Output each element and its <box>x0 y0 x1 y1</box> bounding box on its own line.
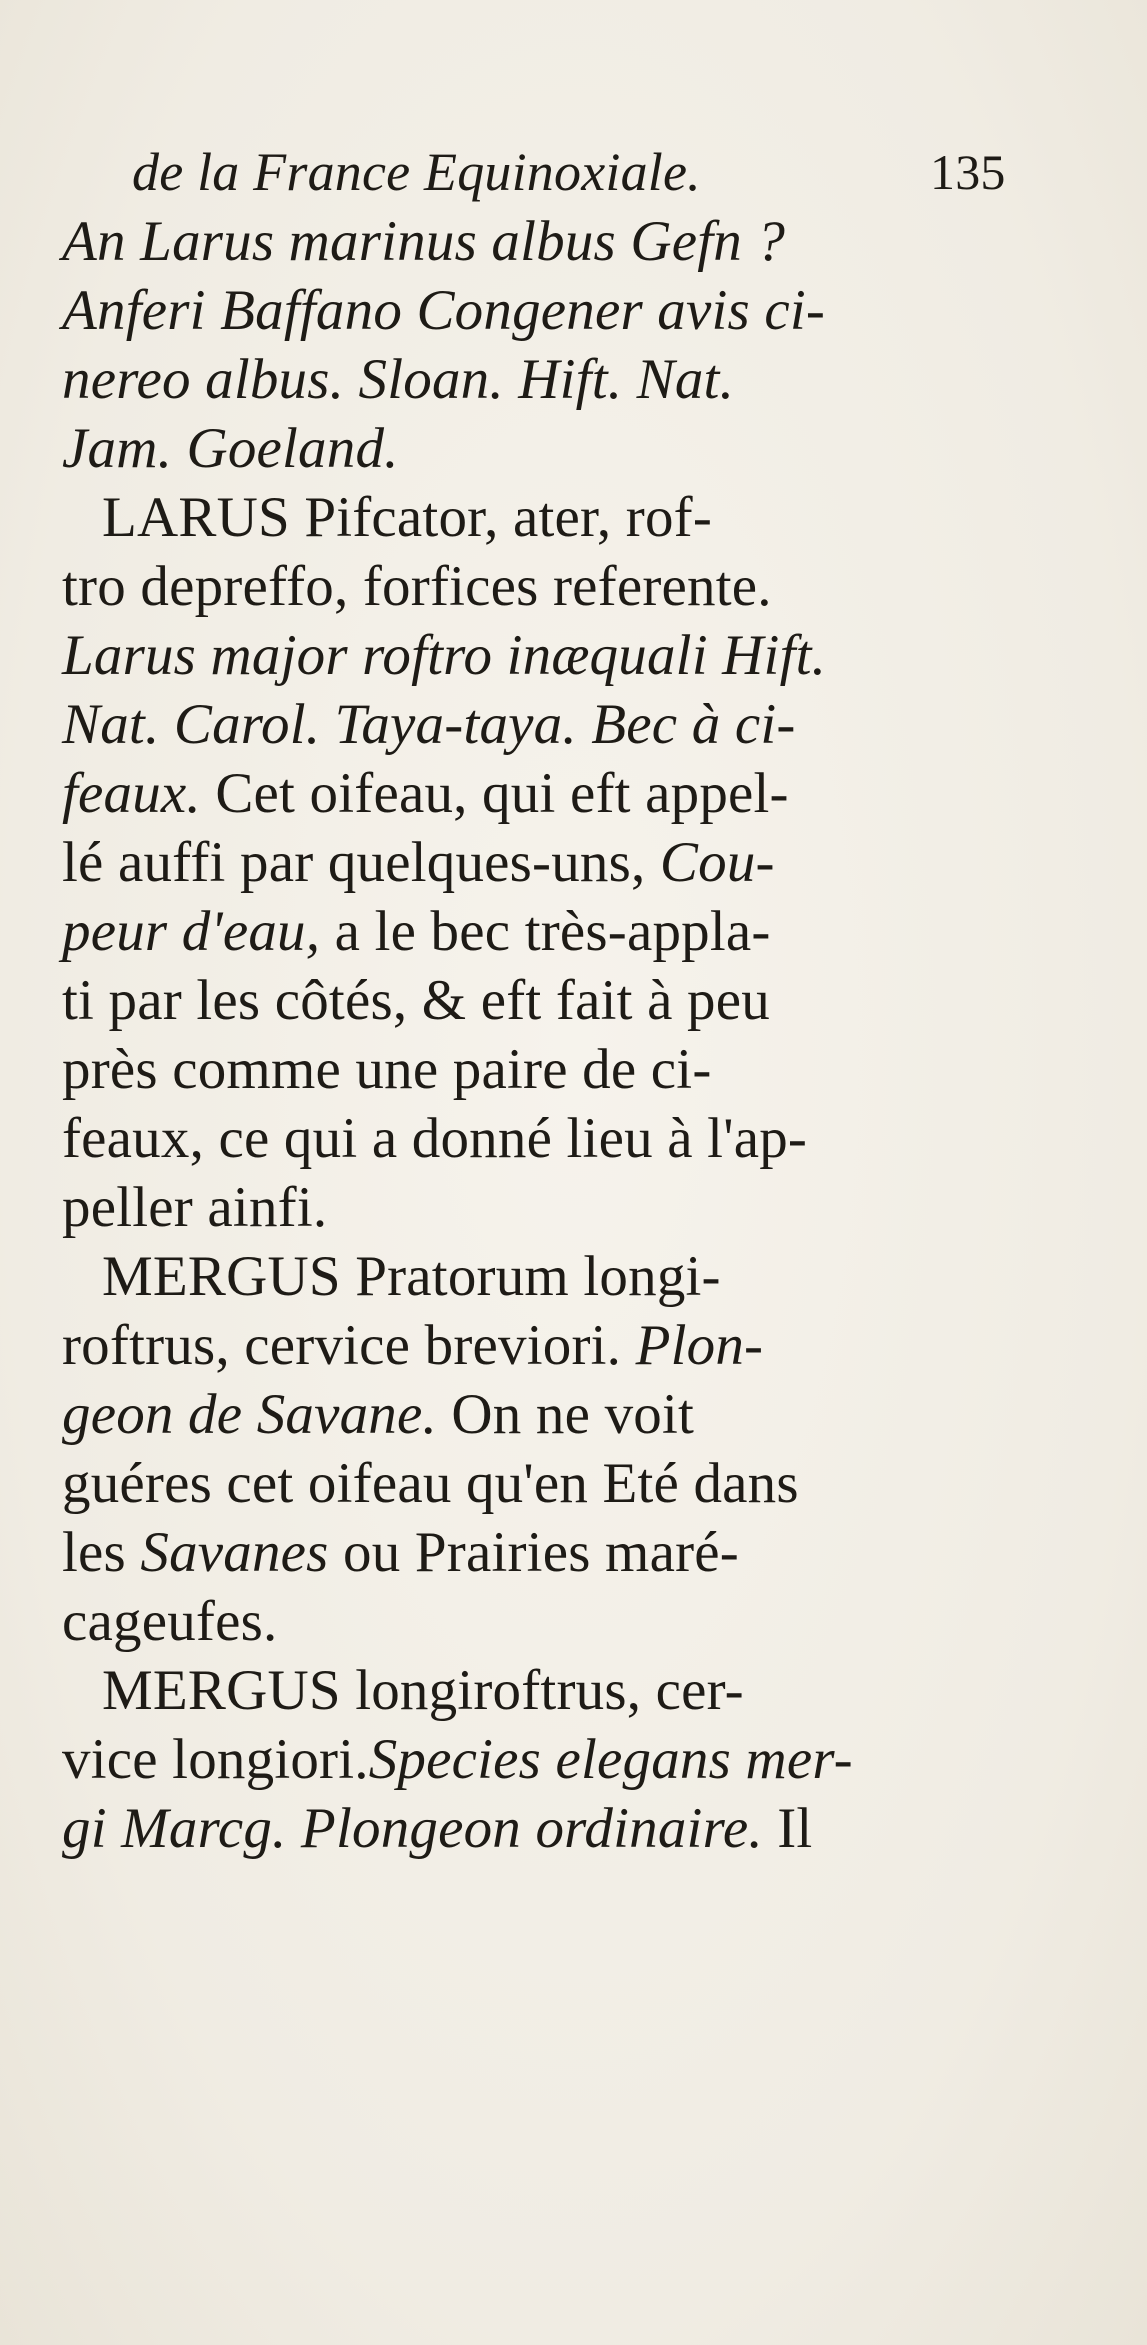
text-line <box>62 552 992 621</box>
body-lines <box>62 207 992 1863</box>
italic-text: geon de Savane. <box>62 1383 437 1446</box>
italic-text: Species elegans mer- <box>368 1728 853 1791</box>
roman-text: LARUS Pifcator, ater, rof- <box>102 486 713 549</box>
roman-text: peller ainfi. <box>62 1176 328 1239</box>
text-line <box>62 966 992 1035</box>
italic-text: Anferi Baffano Congener avis ci- <box>62 279 826 342</box>
roman-text: ou Prairies maré- <box>328 1521 739 1584</box>
text-line <box>62 897 992 966</box>
italic-text: Plon- <box>635 1314 764 1377</box>
text-line <box>62 690 992 759</box>
text-line <box>62 1242 992 1311</box>
text-line <box>62 345 992 414</box>
italic-text: Larus major roftro inæquali Hift. <box>62 624 827 687</box>
running-title: de la France Equinoxiale. <box>132 142 701 202</box>
text-line <box>62 1794 992 1863</box>
italic-text: nereo albus. Sloan. Hift. Nat. <box>62 348 735 411</box>
italic-text: peur d'eau, <box>62 900 321 963</box>
text-line <box>62 1380 992 1449</box>
text-line <box>62 414 992 483</box>
roman-text: vice longiori. <box>62 1728 369 1791</box>
text-line <box>62 1587 992 1656</box>
roman-text: MERGUS Pratorum longi- <box>102 1245 721 1308</box>
roman-text: feaux, ce qui a donné lieu à l'ap- <box>62 1107 808 1170</box>
roman-text: On ne voit <box>436 1383 695 1446</box>
roman-text: MERGUS longiroftrus, cer- <box>102 1659 744 1722</box>
roman-text: tro depreffo, forfices referente. <box>62 555 772 618</box>
roman-text: les <box>62 1521 141 1584</box>
italic-text: Savanes <box>140 1521 329 1584</box>
italic-text: Nat. Carol. Taya-taya. Bec à ci- <box>62 693 796 756</box>
italic-text: An Larus marinus albus Gefn ? <box>62 210 786 273</box>
text-line <box>62 1725 992 1794</box>
italic-text: gi Marcg. Plongeon ordinaire. <box>62 1797 763 1860</box>
page-text <box>62 138 1006 1863</box>
italic-text: Cou- <box>659 831 775 894</box>
roman-text: ti par les côtés, & eft fait à peu <box>62 969 770 1032</box>
text-line <box>62 483 992 552</box>
text-line <box>62 621 992 690</box>
roman-text: lé auffi par quelques-uns, <box>62 831 660 894</box>
roman-text: roftrus, cervice breviori. <box>62 1314 636 1377</box>
text-line <box>62 1173 992 1242</box>
text-line <box>62 828 992 897</box>
roman-text: près comme une paire de ci- <box>62 1038 712 1101</box>
italic-text: Jam. Goeland. <box>62 417 399 480</box>
text-line <box>62 1518 992 1587</box>
roman-text: guéres cet oifeau qu'en Eté dans <box>62 1452 799 1515</box>
italic-text: feaux. <box>62 762 201 825</box>
page-number: 135 <box>930 144 1006 200</box>
roman-text: a le bec très-appla- <box>320 900 771 963</box>
text-line <box>62 1104 992 1173</box>
text-line <box>62 207 992 276</box>
text-line <box>62 1449 992 1518</box>
roman-text: cageufes. <box>62 1590 278 1653</box>
running-head <box>62 138 1006 207</box>
roman-text: Il <box>762 1797 813 1860</box>
text-line <box>62 1311 992 1380</box>
text-line <box>62 1656 992 1725</box>
text-line <box>62 759 992 828</box>
text-line <box>62 276 992 345</box>
text-line <box>62 1035 992 1104</box>
roman-text: Cet oifeau, qui eft appel- <box>200 762 789 825</box>
